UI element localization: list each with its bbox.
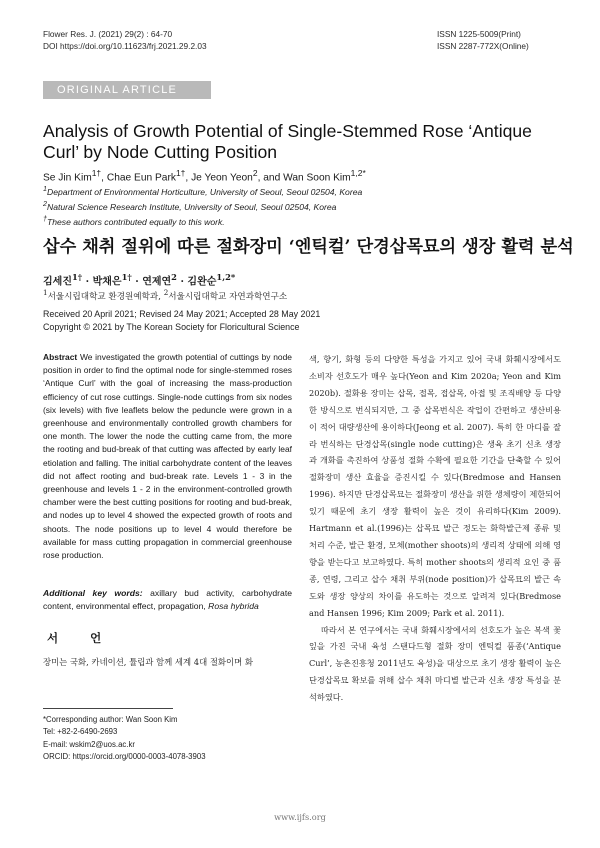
journal-header [43,29,207,52]
author-name: 김세진 [43,276,72,288]
author-name: 박채은 [92,276,122,288]
section-heading-introduction: 서 언 [47,631,116,645]
keywords [43,587,292,613]
issn-online: ISSN 2287-772X(Online) [437,40,529,51]
corresponding-author: *Corresponding author: Wan Soon Kim [43,715,178,724]
issn-block [437,29,529,52]
introduction-first-line: 장미는 국화, 카네이션, 튤립과 함께 세계 4대 절화이며 화 [43,657,253,667]
received-revised-accepted: Received 20 April 2021; Revised 24 May 2021; Accepted 28 May 2021 [43,309,321,319]
author-name: 연제연 [142,276,172,288]
author-name: and Wan Soon Kim [263,172,351,184]
corresponding-author-footnote [43,714,206,764]
footnote-divider [43,708,173,709]
body-paragraph: 따라서 본 연구에서는 국내 화훼시장에서의 선호도가 높은 복색 꽃잎을 가진 국내 육성 스탠다드형 절화 장미 엔틱컬 품종(‘Antique Curl’, 농촌진흥청 2011년도 육성)을 대상으로 초기 생장 활력이 높은 단경삽목묘 확보를 위해 삽수 채취 마디별 발근과 신초 생장 특성을 분석하였다. [309,624,561,703]
author-name: Je Yeon Yeon [191,172,253,184]
article-type-badge: ORIGINAL ARTICLE [43,81,211,99]
author-affiliation-mark: 1,2* [350,168,366,178]
issn-print: ISSN 1225-5009(Print) [437,29,521,39]
author-list-korean: 김세진$^{1\dagger}$ · 박채은$^{1\dagger}$ · 연제연$^2$ · 김완순$^{1,2*}$ [43,272,236,288]
equal-contribution-note: †These authors contributed equally to this work. [43,214,225,227]
telephone: Tel: +82-2-6490-2693 [43,727,118,737]
affiliations-english [43,183,362,228]
doi-link[interactable]: DOI https://doi.org/10.11623/frj.2021.29.2.03 [43,40,207,51]
author-list-english: Se Jin Kim$^{1\dagger}$, Chae Eun Park$^{1\dagger}$, Je Yeon Yeon$^2$, and Wan Soon Kim$^{1,2*}$ [43,168,366,184]
keywords-label: Additional key words: [43,588,143,598]
abstract-body: We investigated the growth potential of cuttings by node position in order to find the optimal node for single-stemmed roses ‘Antique Curl’ with the goal of increasing the mass-production efficiency of cut rose cuttings. Single-node cuttings from six nodes (six levels) with five leaflets below the peduncle were grown in a greenhouse and environmentally controlled growth chambers for one month. The lower the node the cutting came from, the more the rooting and bud-break of that cutting was affected by early leaf etiolation and falling. The initial carbohydrate content of the leaves did not affect rooting and bud-break rate. Levels 1 - 3 in the greenhouse and levels 1 - 2 in the environment-controlled growth chamber were the best cutting positions for rooting and bud-break, and nodes up to level 4 showed the expected growth of roots and shoots. The node positions up to level 4 would therefore be available for mass cutting propagation in commercial greenhouse rose production. [43,352,292,561]
email-link[interactable]: E-mail: wskim2@uos.ac.kr [43,739,135,749]
article-title-korean: 삽수 채취 절위에 따른 절화장미 ‘엔틱컬’ 단경삽목묘의 생장 활력 분석 [43,237,574,257]
title-en-line-2: Curl’ by Node Cutting Position [43,142,278,162]
keywords-list: axillary bud activity, carbohydrate content, environmental effect, propagation, [43,588,292,612]
affiliation-line: $^1$Department of Environmental Horticulture, University of Seoul, Seoul 02504, Korea [43,185,363,197]
journal-citation: Flower Res. J. (2021) 29(2) : 64-70 [43,29,173,39]
article-title-english [43,121,563,163]
publication-dates [43,308,320,334]
author-name: 김완순 [187,276,217,288]
orcid-link[interactable]: ORCID: https://orcid.org/0000-0003-4078-3903 [43,752,206,762]
abstract [43,351,292,562]
body-paragraph: 색, 향기, 화형 등의 다양한 특성을 가지고 있어 국내 화훼시장에서도 소비자 선호도가 매우 높다(Yeon and Kim 2020a; Yeon and Kim 2020b). 절화용 장미는 삽목, 접목, 접삽목, 아접 및 조직배양 등 다양한 방식으로 번식되지만, 그 중 삽목번식은 작업이 간편하고 생산비용이 적어 대량생산에 용이하다(Jeong et al. 2007). 특히 한 마디를 잘라 번식하는 단경삽목(single node cutting)은 생육 초기 신초 생장과 개화를 촉진하여 상품성 절화 수확에 필요한 기간을 단축할 수 있어 절화장미 생산 효율을 증진시킬 수 있다(Bredmose and Hansen 1996). 하지만 단경삽목묘는 절화장미 생산을 위한 생체량이 제한되어 있기 때문에 초기 생장 활력이 높은 것이 유리하다(Kim 2009). Hartmann et al.(1996)는 삽목묘 발근 정도는 화학발근제 종류 및 처리 수준, 발근 환경, 모체(mother shoots)의 생리적 상태에 의해 영향을 받는다고 보고하였다. 특히 mother shoots의 생리적 요인 중 품종, 연령, 그리고 삽수 채취 부위(node position)가 삽목묘의 발근 속도와 생장 양상의 차이를 유도하는 것으로 알려져 있다(Bredmose and Hansen 1996; Kim 2009; Park et al. 2011). [309,354,561,618]
author-name: Se Jin Kim [43,172,92,184]
author-name: Chae Eun Park [106,172,176,184]
title-en-line-1: Analysis of Growth Potential of Single-Stemmed Rose ‘Antique [43,121,532,141]
journal-website-footer[interactable]: www.ijfs.org [274,812,326,822]
copyright-notice: Copyright © 2021 by The Korean Society for Floricultural Science [43,322,300,332]
author-affiliation-mark: 1† [91,168,102,178]
species-name: Rosa hybrida [208,601,259,612]
body-column-right [309,351,561,706]
affiliation-line: $^2$Natural Science Research Institute, University of Seoul, Seoul 02504, Korea [43,199,337,212]
abstract-label: Abstract [43,352,78,362]
author-affiliation-mark: 1† [175,168,186,178]
affiliations-korean: $^1$서울시립대학교 환경원예학과, $^2$서울시립대학교 자연과학연구소 [43,288,288,302]
author-affiliation-mark: 2 [252,168,258,178]
